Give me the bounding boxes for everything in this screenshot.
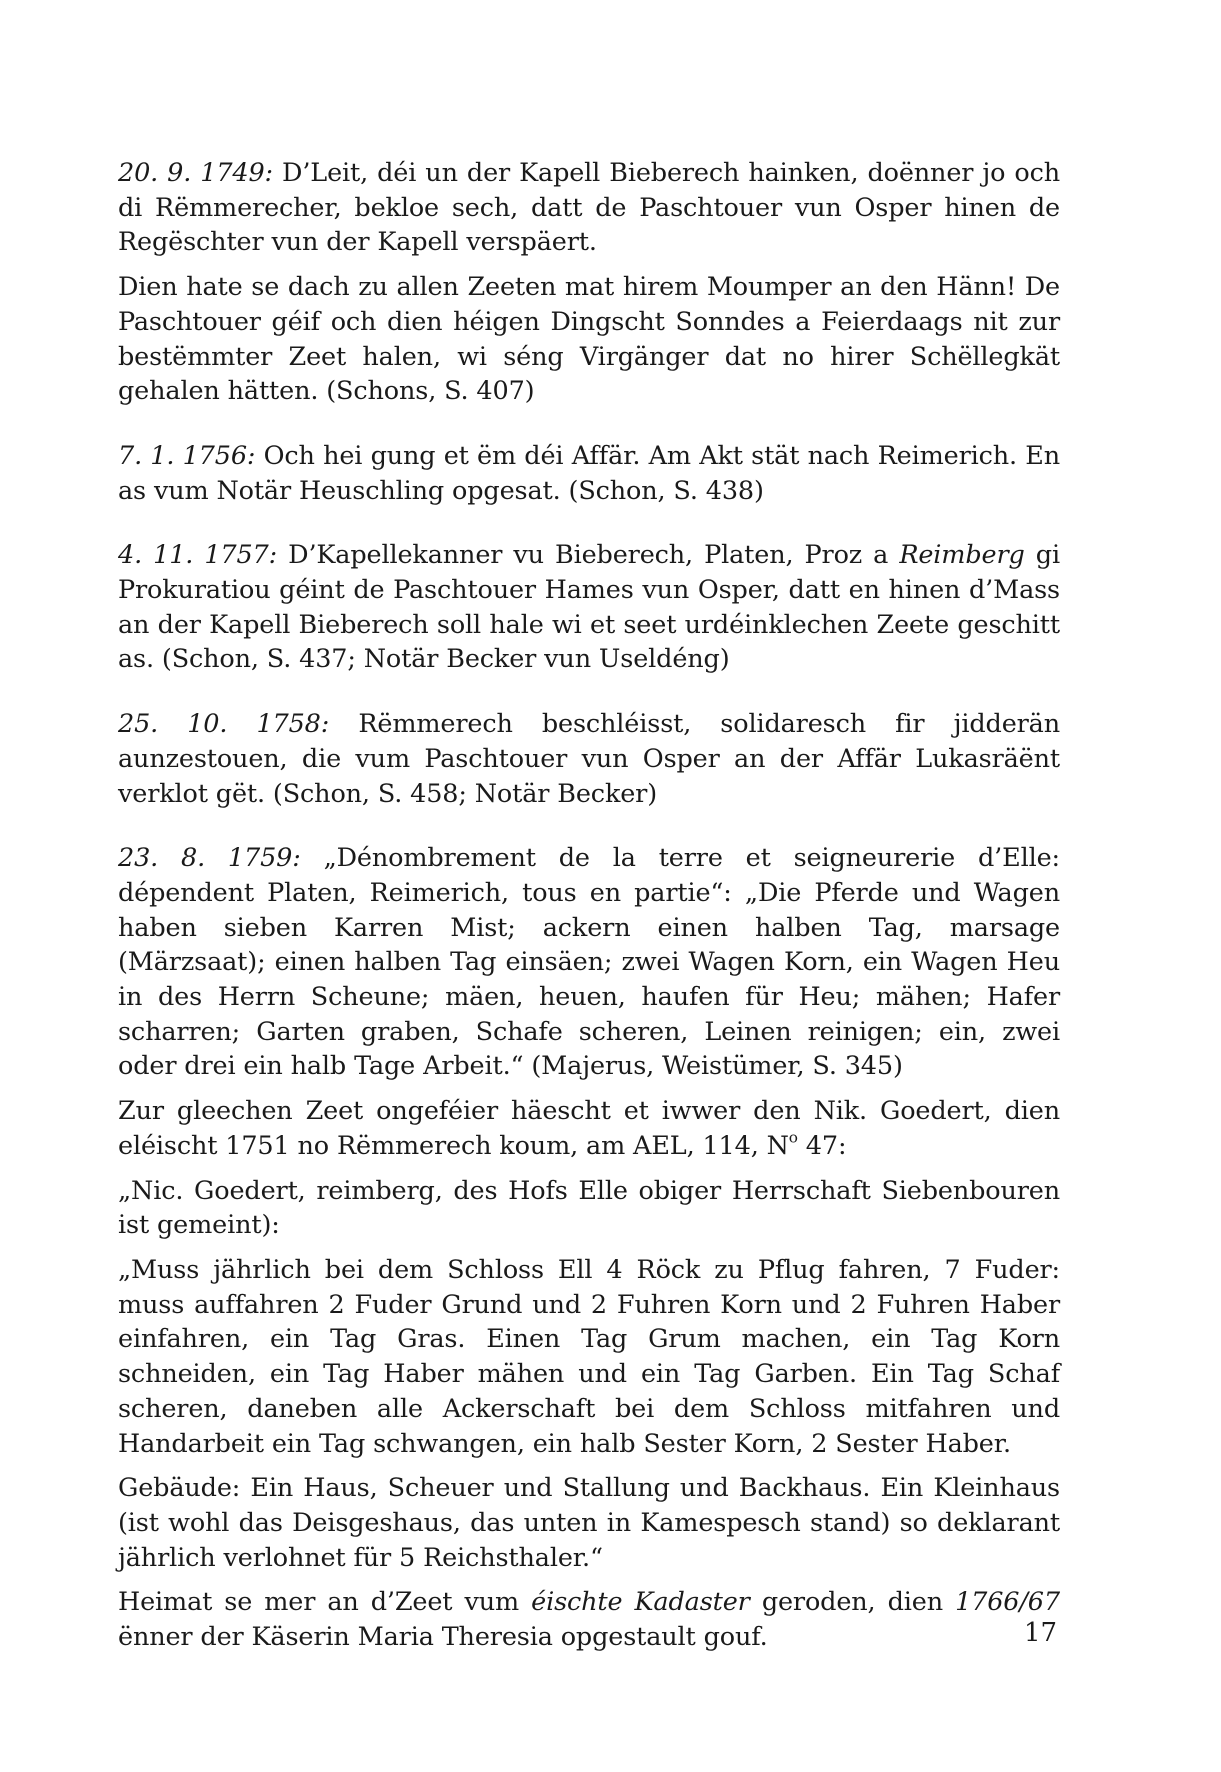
final-text: Heimat se mer an d’Zeet vum (118, 1587, 520, 1618)
entry-1749-continuation: Dien hate se dach zu allen Zeeten mat hirem Moumper an den Hänn! De Paschtouer géif och dien héigen Dingscht Sonndes a Feierdaags nit zur bestëmmter Zeet halen, wi séng Virgänger dat no hirer Schëllegkät gehalen hätten. (Schons, S. 407) (118, 272, 1060, 407)
entry-text: D’Kapellekanner vu Bieberech, Platen, Proz a (288, 540, 889, 571)
final-text: ënner der Käserin Maria Theresia opgestault gouf. (118, 1622, 768, 1653)
entry-text: „Dénombrement de la terre et seigneurerie d’Elle: dépendent Platen, Reimerich, tous en partie“: „Die Pferde und Wagen haben sieben Karren Mist; ackern einen halben Tag, marsage (Märzsaat); einen halben Tag einsäen; zwei Wagen Korn, ein Wagen Heu in des Herrn Scheune; mäen, heuen, haufen für Heu; mähen; Hafer scharren; Garten graben, Schafe scheren, Leinen reinigen; ein, zwei oder drei ein halb Tage Arbeit.“ (Majerus, Weistümer, S. 345) (118, 843, 1060, 1082)
entry-date: 7. 1. 1756: (118, 440, 256, 471)
entry-text: Och hei gung et ëm déi Affär. Am Akt stät nach Reimerich. En as vum Notär Heuschling opgesat. (Schon, S. 438) (118, 440, 1060, 506)
entry-date: 23. 8. 1759: (118, 843, 301, 874)
entry-text: Rëmmerech beschléisst, solidaresch fir jidderän aunzestouen, die vum Paschtouer vun Osper an der Affär Lukasräënt verklot gët. (Schon, S. 458; Notär Becker) (118, 709, 1061, 809)
entry-1756-paragraph (118, 439, 1060, 508)
entry-emphasis: Reimberg (899, 540, 1025, 571)
entry-1749-paragraph (118, 156, 1060, 260)
entry-date: 4. 11. 1757: (118, 540, 278, 571)
quote-header-paragraph: „Nic. Goedert, reimberg, des Hofs Elle obiger Herrschaft Siebenbouren ist gemeint): (118, 1175, 1060, 1241)
entry-text: gi Prokuratiou géint de Paschtouer Hames vun Osper, datt en hinen d’Mass an der Kapell Bieberech soll hale wi et seet urdéinklechen Zeete geschitt as. (Schon, S. 437; Notär Becker vun Useldéng) (118, 540, 1060, 675)
final-emphasis-year: 1766/67 (955, 1587, 1060, 1618)
final-paragraph (118, 1585, 1060, 1654)
quote-buildings-paragraph: Gebäude: Ein Haus, Scheuer und Stallung und Backhaus. Ein Kleinhaus (ist wohl das Deisgeshaus, das unten in Kamespesch stand) so deklarant jährlich verlohnet für 5 Reichsthaler.“ (118, 1473, 1060, 1573)
entry-date: 20. 9. 1749: (118, 158, 273, 188)
goedert-intro-end: 47: (797, 1130, 847, 1161)
goedert-intro-text: Zur gleechen Zeet ongeféier häescht et iwwer den Nik. Goedert, dien eléischt 1751 no Rëmmerech koum, am AEL, 114, N (118, 1096, 1060, 1161)
final-text: geroden, dien (761, 1587, 943, 1618)
numero-superscript: o (788, 1128, 798, 1147)
goedert-intro-paragraph (118, 1094, 1060, 1163)
page-number: 17 (1024, 1618, 1058, 1648)
entry-text: D’Leit, déi un der Kapell Bieberech hainken, doënner jo och di Rëmmerecher, bekloe sech, datt de Paschtouer vun Osper hinen de Regëschter vun der Kapell verspäert. (118, 158, 1060, 258)
entry-date: 25. 10. 1758: (118, 709, 330, 740)
quote-body-paragraph: „Muss jährlich bei dem Schloss Ell 4 Röck zu Pflug fahren, 7 Fuder: muss auffahren 2 Fuder Grund und 2 Fuhren Korn und 2 Fuhren Haber einfahren, ein Tag Gras. Einen Tag Grum machen, ein Tag Korn schneiden, ein Tag Haber mähen und ein Tag Garben. Ein Tag Schaf scheren, daneben alle Ackerschaft bei dem Schloss mitfahren und Handarbeit ein Tag schwangen, ein halb Sester Korn, 2 Sester Haber. (118, 1254, 1060, 1459)
entry-1757-paragraph (118, 538, 1060, 677)
final-emphasis: éischte Kadaster (531, 1587, 750, 1618)
entry-1758-paragraph (118, 707, 1060, 811)
body-text (118, 156, 1060, 1655)
entry-1759-paragraph (118, 841, 1060, 1084)
